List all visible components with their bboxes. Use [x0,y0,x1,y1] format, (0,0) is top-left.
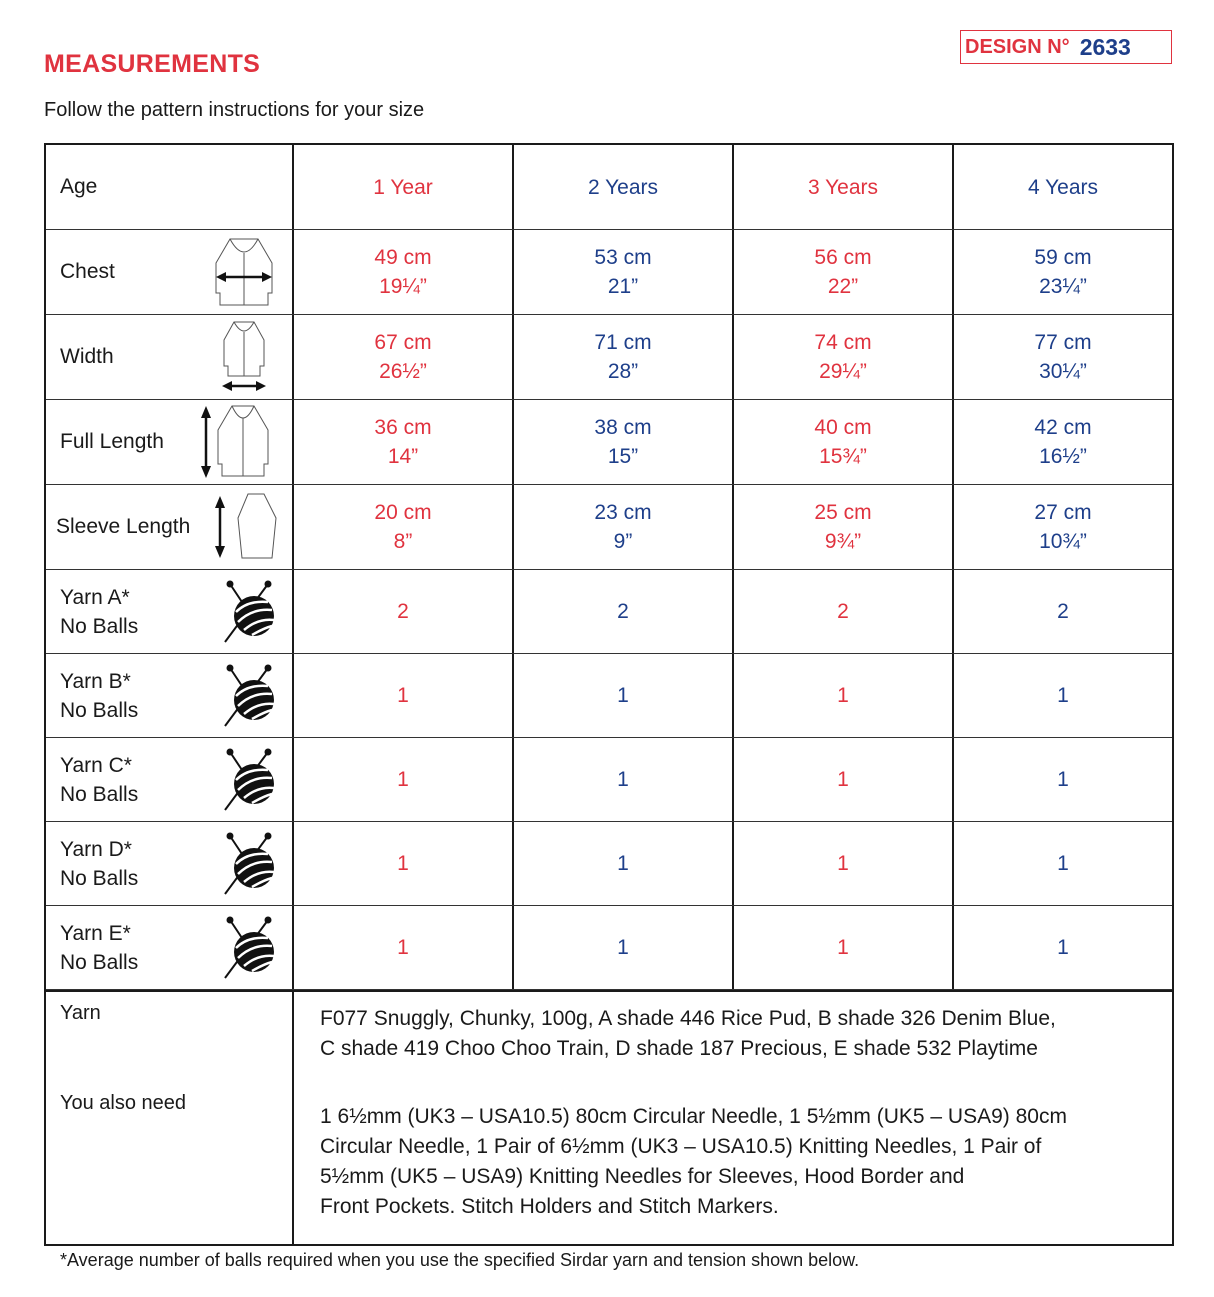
balls-count: 2 [734,570,954,653]
measurement-cell: 36 cm 14” [294,400,514,484]
chest-row [46,230,1172,315]
yarn-description: F077 Snuggly, Chunky, 100g, A shade 446 Rice Pud, B shade 326 Denim Blue, C shade 419 Choo Choo Train, D shade 187 Precious, E shade 532 Playtime [320,1007,1056,1060]
measurement-cell: 56 cm 22” [734,230,954,314]
yarn-ball-icon [222,748,278,812]
footnote: *Average number of balls required when you use the specified Sirdar yarn and tension shown below. [60,1250,860,1270]
sleeve-length-label: Sleeve Length [56,515,191,538]
sleeve-length-icon [212,492,278,562]
yarn-e-row [46,906,1172,990]
cardigan-length-icon [198,404,278,480]
full-length-label: Full Length [60,430,164,453]
yarn-label: Yarn C* [60,753,132,777]
chest-label: Chest [60,260,115,283]
balls-label: No Balls [60,698,139,722]
age-label-cell [46,145,294,229]
width-row [46,315,1172,400]
yarn-b-row [46,654,1172,738]
balls-label: No Balls [60,614,139,638]
measurement-cell: 20 cm 8” [294,485,514,569]
balls-count: 1 [514,906,734,989]
balls-label: No Balls [60,950,139,974]
yarn-ball-icon [222,580,278,644]
measurement-cell: 59 cm 23¼” [1034,246,1092,298]
design-number: 2633 [1079,33,1131,60]
yarn-heading: Yarn [60,1002,101,1024]
balls-label: No Balls [60,782,139,806]
design-number-badge [960,30,1172,64]
design-label: DESIGN N° [965,35,1070,58]
balls-count: 2 [294,570,514,653]
measurement-cell: 53 cm 21” [514,230,734,314]
measurement-cell: 38 cm 15” [514,400,734,484]
balls-count: 1 [734,906,954,989]
cardigan-width-icon [210,320,278,394]
balls-count: 2 [514,570,734,653]
age-label: Age [60,175,98,198]
balls-count: 1 [514,738,734,821]
size-header: 3 Years [734,145,954,229]
materials-section [46,990,1172,1244]
cardigan-chest-icon [210,237,278,307]
measurement-cell: 77 cm 30¼” [1034,331,1092,383]
yarn-label: Yarn A* [60,585,130,609]
measurement-cell: 49 cm 19¼” [294,230,514,314]
measurement-cell: 42 cm 16½” [1034,416,1092,468]
yarn-ball-icon [222,832,278,896]
yarn-ball-icon [222,664,278,728]
yarn-label: Yarn E* [60,921,131,945]
size-header: 1 Year [294,145,514,229]
measurement-cell: 40 cm 15¾” [734,400,954,484]
yarn-d-row [46,822,1172,906]
yarn-label: Yarn D* [60,837,132,861]
balls-count: 1 [734,654,954,737]
balls-count: 1 [294,906,514,989]
measurement-cell: 67 cm 26½” [294,315,514,399]
balls-count: 2 [1057,600,1069,623]
also-need-heading: You also need [60,1092,187,1114]
size-header: 2 Years [514,145,734,229]
instructions-subtitle: Follow the pattern instructions for your size [44,99,425,121]
balls-count: 1 [734,822,954,905]
balls-count: 1 [294,738,514,821]
page-title: MEASUREMENTS [44,50,261,78]
balls-label: No Balls [60,866,139,890]
also-need-description: 1 6½mm (UK3 – USA10.5) 80cm Circular Needle, 1 5½mm (UK5 – USA9) 80cm Circular Needle, 1 Pair of 6½mm (UK3 – USA10.5) Knitting Needles, 1 Pair of 5½mm (UK5 – USA9) Knitting Needles for Sleeves, Hood Border and Front Pockets. Stitch Holders and Stitch Markers. [320,1105,1067,1218]
balls-count: 1 [1057,852,1069,875]
measurement-cell: 25 cm 9¾” [734,485,954,569]
balls-count: 1 [514,654,734,737]
sleeve-length-row [46,485,1172,570]
measurement-cell: 23 cm 9” [514,485,734,569]
balls-count: 1 [1057,936,1069,959]
measurement-cell: 27 cm 10¾” [1034,501,1092,553]
yarn-a-row [46,570,1172,654]
balls-count: 1 [1057,684,1069,707]
age-row [46,145,1172,230]
full-length-row [46,400,1172,485]
balls-count: 1 [514,822,734,905]
yarn-label: Yarn B* [60,669,131,693]
balls-count: 1 [734,738,954,821]
balls-count: 1 [294,822,514,905]
size-header: 4 Years [1027,175,1099,199]
yarn-c-row [46,738,1172,822]
balls-count: 1 [294,654,514,737]
measurement-cell: 74 cm 29¼” [734,315,954,399]
measurement-cell: 71 cm 28” [514,315,734,399]
measurements-table [44,143,1174,1246]
balls-count: 1 [1057,768,1069,791]
yarn-ball-icon [222,916,278,980]
width-label: Width [60,345,114,368]
